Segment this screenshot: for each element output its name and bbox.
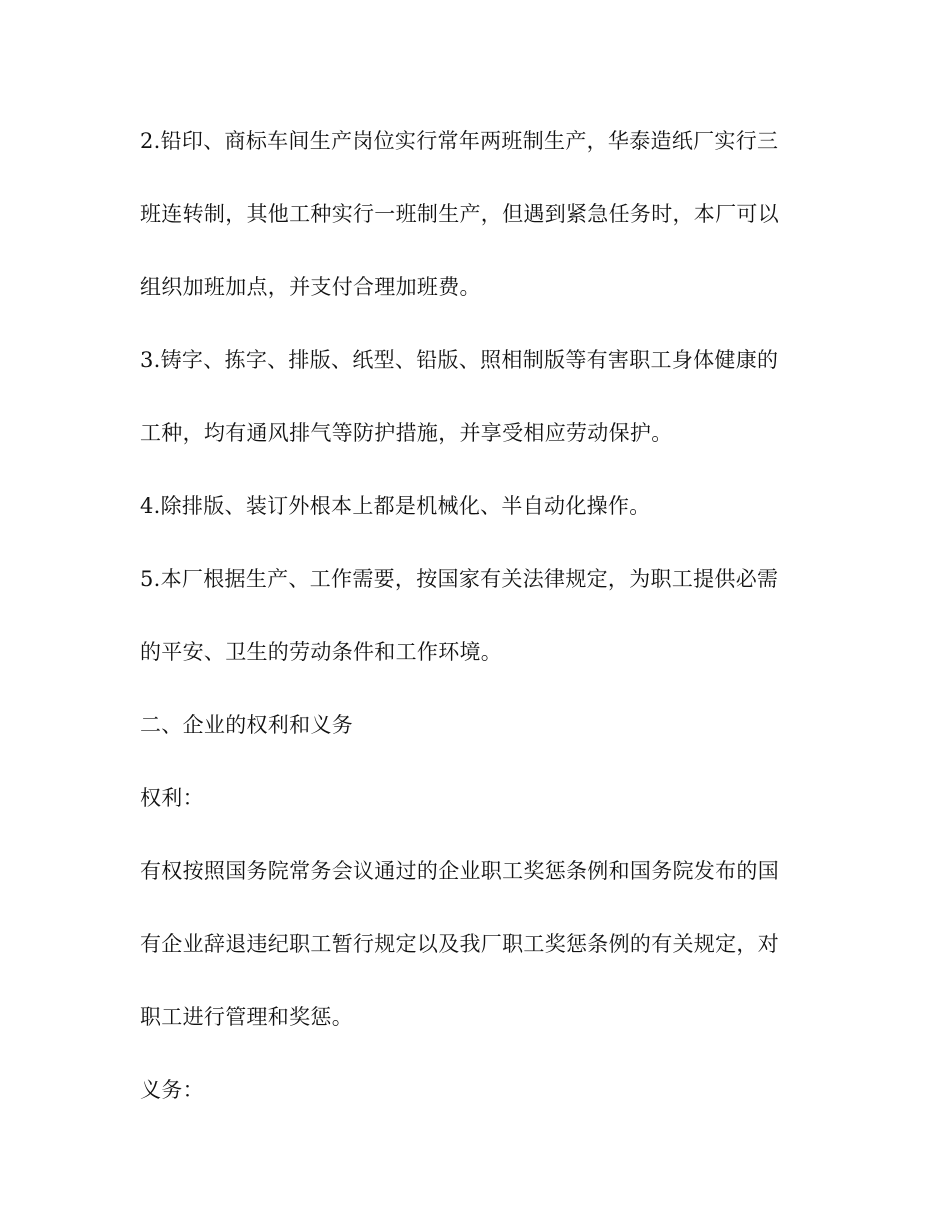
text-line: 工种，均有通风排气等防护措施，并享受相应劳动保护。 (140, 421, 673, 445)
duties-label (140, 1054, 800, 1127)
text-line: 4.除排版、装订外根本上都是机械化、半自动化操作。 (140, 494, 651, 518)
paragraph-item-5 (140, 543, 800, 689)
text-line: 的平安、卫生的劳动条件和工作环境。 (140, 640, 503, 664)
paragraph-item-4 (140, 470, 800, 543)
paragraph-item-2 (140, 105, 800, 324)
text-line: 义务： (140, 1078, 204, 1102)
text-line: 职工进行管理和奖惩。 (140, 1005, 353, 1029)
text-line: 二、企业的权利和义务 (140, 713, 353, 737)
text-line: 组织加班加点，并支付合理加班费。 (140, 275, 481, 299)
text-line: 班连转制，其他工种实行一班制生产，但遇到紧急任务时，本厂可以 (140, 202, 779, 226)
paragraph-rights-body (140, 835, 800, 1054)
text-line: 有企业辞退违纪职工暂行规定以及我厂职工奖惩条例的有关规定，对 (140, 932, 779, 956)
paragraph-item-3 (140, 324, 800, 470)
text-line: 2.铅印、商标车间生产岗位实行常年两班制生产，华泰造纸厂实行三 (140, 129, 779, 153)
text-line: 3.铸字、拣字、排版、纸型、铅版、照相制版等有害职工身体健康的 (140, 348, 779, 372)
text-line: 有权按照国务院常务会议通过的企业职工奖惩条例和国务院发布的国 (140, 859, 779, 883)
rights-label (140, 762, 800, 835)
text-line: 权利： (140, 786, 204, 810)
text-line: 5.本厂根据生产、工作需要，按国家有关法律规定，为职工提供必需 (140, 567, 779, 591)
section-heading (140, 689, 800, 762)
